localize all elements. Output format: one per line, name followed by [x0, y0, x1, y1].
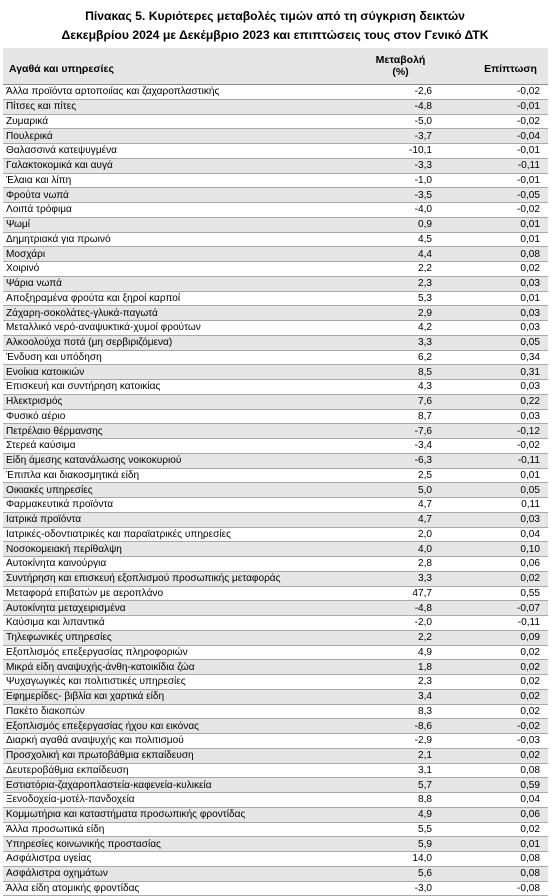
row-item-name: Φυσικό αέριο	[3, 409, 340, 424]
table-row	[3, 866, 548, 881]
row-item-name: Γαλακτοκομικά και αυγά	[3, 158, 340, 173]
header-item: Αγαθά και υπηρεσίες	[3, 48, 340, 85]
row-change-value: 4,9	[340, 645, 443, 660]
row-item-name: Ψυχαγωγικές και πολιτιστικές υπηρεσίες	[3, 675, 340, 690]
row-change-value: 0,9	[340, 217, 443, 232]
row-weight-value: 0,03	[443, 512, 548, 527]
table-row	[3, 85, 548, 100]
table-row	[3, 763, 548, 778]
row-weight-value: -0,02	[443, 85, 548, 100]
table-row	[3, 439, 548, 454]
row-weight-value: -0,02	[443, 203, 548, 218]
table-row	[3, 173, 548, 188]
row-change-value: 8,5	[340, 365, 443, 380]
row-weight-value: -0,01	[443, 173, 548, 188]
row-weight-value: 0,55	[443, 586, 548, 601]
row-item-name: Αλκοολούχα ποτά (μη σερβιριζόμενα)	[3, 335, 340, 350]
header-change-line-2: (%)	[392, 66, 409, 78]
row-weight-value: 0,03	[443, 306, 548, 321]
table-row	[3, 837, 548, 852]
row-change-value: 4,2	[340, 321, 443, 336]
row-item-name: Διαρκή αγαθά αναψυχής και πολιτισμού	[3, 734, 340, 749]
header-change	[340, 48, 443, 85]
row-change-value: 5,6	[340, 866, 443, 881]
table-row	[3, 527, 548, 542]
table-row	[3, 734, 548, 749]
row-item-name: Νοσοκομειακή περίθαλψη	[3, 542, 340, 557]
row-item-name: Ηλεκτρισμός	[3, 394, 340, 409]
row-change-value: -3,4	[340, 439, 443, 454]
table-row	[3, 99, 548, 114]
row-item-name: Χοιρινό	[3, 262, 340, 277]
row-item-name: Ζυμαρικά	[3, 114, 340, 129]
row-item-name: Ενοίκια κατοικιών	[3, 365, 340, 380]
title-line-2: Δεκεμβρίου 2024 με Δεκέμβριο 2023 και επιπτώσεις τους στον Γενικό ΔΤΚ	[61, 28, 489, 42]
row-weight-value: 0,03	[443, 276, 548, 291]
row-change-value: 8,8	[340, 793, 443, 808]
row-item-name: Πίτσες και πίτες	[3, 99, 340, 114]
row-item-name: Πετρέλαιο θέρμανσης	[3, 424, 340, 439]
row-weight-value: 0,10	[443, 542, 548, 557]
table-row	[3, 203, 548, 218]
table-row	[3, 424, 548, 439]
row-item-name: Στερεά καύσιμα	[3, 439, 340, 454]
header-weight: Επίπτωση	[443, 48, 548, 85]
row-weight-value: 0,04	[443, 527, 548, 542]
row-item-name: Καύσιμα και λιπαντικά	[3, 616, 340, 631]
row-weight-value: -0,07	[443, 601, 548, 616]
row-change-value: 8,7	[340, 409, 443, 424]
row-weight-value: -0,04	[443, 129, 548, 144]
table-row	[3, 719, 548, 734]
row-change-value: -7,6	[340, 424, 443, 439]
table-row	[3, 748, 548, 763]
row-item-name: Άλλα είδη ατομικής φροντίδας	[3, 881, 340, 896]
row-weight-value: 0,34	[443, 350, 548, 365]
row-change-value: 3,3	[340, 335, 443, 350]
row-change-value: 4,3	[340, 380, 443, 395]
row-change-value: 4,7	[340, 498, 443, 513]
row-item-name: Επισκευή και συντήρηση κατοικίας	[3, 380, 340, 395]
row-item-name: Ψάρια νωπά	[3, 276, 340, 291]
row-item-name: Εξοπλισμός επεξεργασίας πληροφοριών	[3, 645, 340, 660]
row-weight-value: -0,01	[443, 144, 548, 159]
table-row	[3, 453, 548, 468]
header-change-line-1: Μεταβολή	[375, 54, 426, 66]
row-change-value: 2,3	[340, 675, 443, 690]
row-change-value: -1,0	[340, 173, 443, 188]
row-weight-value: 0,05	[443, 483, 548, 498]
row-change-value: 4,7	[340, 512, 443, 527]
row-weight-value: 0,59	[443, 778, 548, 793]
row-weight-value: -0,02	[443, 719, 548, 734]
title-line-1: Πίνακας 5. Κυριότερες μεταβολές τιμών από τη σύγκριση δεικτών	[85, 9, 465, 23]
row-weight-value: -0,03	[443, 734, 548, 749]
row-change-value: 2,9	[340, 306, 443, 321]
row-weight-value: 0,02	[443, 689, 548, 704]
row-change-value: 4,5	[340, 232, 443, 247]
table-row	[3, 483, 548, 498]
row-item-name: Μικρά είδη αναψυχής-άνθη-κατοικίδια ζώα	[3, 660, 340, 675]
table-row	[3, 616, 548, 631]
row-change-value: 5,9	[340, 837, 443, 852]
row-weight-value: 0,02	[443, 262, 548, 277]
row-change-value: -3,5	[340, 188, 443, 203]
table-row	[3, 689, 548, 704]
table-row	[3, 601, 548, 616]
row-weight-value: 0,03	[443, 321, 548, 336]
row-item-name: Μεταλλικό νερό-αναψυκτικά-χυμοί φρούτων	[3, 321, 340, 336]
row-weight-value: 0,02	[443, 660, 548, 675]
row-item-name: Ασφάλιστρα οχημάτων	[3, 866, 340, 881]
row-item-name: Αυτοκίνητα μεταχειρισμένα	[3, 601, 340, 616]
row-weight-value: 0,05	[443, 335, 548, 350]
row-weight-value: -0,02	[443, 439, 548, 454]
row-weight-value: 0,02	[443, 675, 548, 690]
row-item-name: Ζάχαρη-σοκολάτες-γλυκά-παγωτά	[3, 306, 340, 321]
row-change-value: -2,6	[340, 85, 443, 100]
row-item-name: Υπηρεσίες κοινωνικής προστασίας	[3, 837, 340, 852]
row-item-name: Ιατρικές-οδοντιατρικές και παραϊατρικές υπηρεσίες	[3, 527, 340, 542]
row-weight-value: 0,03	[443, 380, 548, 395]
row-change-value: -3,3	[340, 158, 443, 173]
table-row	[3, 380, 548, 395]
row-weight-value: 0,04	[443, 793, 548, 808]
row-weight-value: -0,11	[443, 453, 548, 468]
row-change-value: 2,2	[340, 630, 443, 645]
row-change-value: 5,3	[340, 291, 443, 306]
row-weight-value: 0,01	[443, 291, 548, 306]
row-item-name: Μεταφορά επιβατών με αεροπλάνο	[3, 586, 340, 601]
row-change-value: 3,3	[340, 571, 443, 586]
row-change-value: 2,0	[340, 527, 443, 542]
row-change-value: 3,4	[340, 689, 443, 704]
table-row	[3, 394, 548, 409]
row-weight-value: -0,11	[443, 616, 548, 631]
row-item-name: Εφημερίδες- βιβλία και χαρτικά είδη	[3, 689, 340, 704]
table-title	[0, 0, 550, 47]
table-row	[3, 704, 548, 719]
row-weight-value: 0,02	[443, 571, 548, 586]
table-row	[3, 822, 548, 837]
row-weight-value: 0,22	[443, 394, 548, 409]
row-weight-value: -0,05	[443, 188, 548, 203]
row-item-name: Προσχολική και πρωτοβάθμια εκπαίδευση	[3, 748, 340, 763]
row-change-value: 8,3	[340, 704, 443, 719]
row-item-name: Κομμωτήρια και καταστήματα προσωπικής φροντίδας	[3, 807, 340, 822]
row-change-value: 1,8	[340, 660, 443, 675]
row-change-value: -10,1	[340, 144, 443, 159]
row-item-name: Φαρμακευτικά προϊόντα	[3, 498, 340, 513]
row-change-value: -5,0	[340, 114, 443, 129]
row-weight-value: 0,08	[443, 247, 548, 262]
row-weight-value: 0,08	[443, 763, 548, 778]
row-change-value: 2,1	[340, 748, 443, 763]
row-weight-value: 0,06	[443, 807, 548, 822]
row-weight-value: 0,02	[443, 822, 548, 837]
row-item-name: Θαλασσινά κατεψυγμένα	[3, 144, 340, 159]
table-row	[3, 276, 548, 291]
row-item-name: Ψωμί	[3, 217, 340, 232]
table-row	[3, 321, 548, 336]
row-weight-value: 0,03	[443, 409, 548, 424]
row-weight-value: 0,11	[443, 498, 548, 513]
row-weight-value: 0,06	[443, 557, 548, 572]
table-row	[3, 586, 548, 601]
row-weight-value: -0,12	[443, 424, 548, 439]
table-row	[3, 262, 548, 277]
row-item-name: Ένδυση και υπόδηση	[3, 350, 340, 365]
row-weight-value: 0,01	[443, 837, 548, 852]
table-row	[3, 350, 548, 365]
table-row	[3, 881, 548, 896]
row-change-value: -8,6	[340, 719, 443, 734]
row-weight-value: -0,08	[443, 881, 548, 896]
table-row	[3, 630, 548, 645]
row-item-name: Δευτεροβάθμια εκπαίδευση	[3, 763, 340, 778]
table-row	[3, 365, 548, 380]
table-row	[3, 675, 548, 690]
table-body	[3, 85, 548, 896]
table-row	[3, 793, 548, 808]
row-change-value: 6,2	[340, 350, 443, 365]
table-row	[3, 660, 548, 675]
table-row	[3, 306, 548, 321]
row-item-name: Πακέτο διακοπών	[3, 704, 340, 719]
row-item-name: Άλλα προϊόντα αρτοποιίας και ζαχαροπλαστικής	[3, 85, 340, 100]
row-weight-value: 0,02	[443, 645, 548, 660]
row-change-value: 4,4	[340, 247, 443, 262]
row-change-value: 7,6	[340, 394, 443, 409]
row-change-value: -2,9	[340, 734, 443, 749]
row-weight-value: 0,02	[443, 704, 548, 719]
table-row	[3, 188, 548, 203]
row-weight-value: 0,01	[443, 468, 548, 483]
row-item-name: Έπιπλα και διακοσμητικά είδη	[3, 468, 340, 483]
row-item-name: Οικιακές υπηρεσίες	[3, 483, 340, 498]
table-row	[3, 645, 548, 660]
row-item-name: Έλαια και λίπη	[3, 173, 340, 188]
table-row	[3, 498, 548, 513]
row-change-value: -4,8	[340, 99, 443, 114]
row-weight-value: 0,02	[443, 748, 548, 763]
row-weight-value: 0,09	[443, 630, 548, 645]
row-item-name: Τηλεφωνικές υπηρεσίες	[3, 630, 340, 645]
row-item-name: Συντήρηση και επισκευή εξοπλισμού προσωπικής μεταφοράς	[3, 571, 340, 586]
row-weight-value: 0,08	[443, 852, 548, 867]
row-item-name: Φρούτα νωπά	[3, 188, 340, 203]
table-row	[3, 129, 548, 144]
table-row	[3, 144, 548, 159]
row-item-name: Πουλερικά	[3, 129, 340, 144]
row-weight-value: -0,11	[443, 158, 548, 173]
row-item-name: Αυτοκίνητα καινούργια	[3, 557, 340, 572]
row-change-value: 4,0	[340, 542, 443, 557]
row-change-value: 2,3	[340, 276, 443, 291]
table-row	[3, 291, 548, 306]
row-weight-value: 0,31	[443, 365, 548, 380]
table-row	[3, 217, 548, 232]
table-row	[3, 232, 548, 247]
table-row	[3, 852, 548, 867]
row-change-value: 2,2	[340, 262, 443, 277]
row-weight-value: 0,01	[443, 217, 548, 232]
table-row	[3, 158, 548, 173]
table-row	[3, 807, 548, 822]
row-change-value: 14,0	[340, 852, 443, 867]
row-change-value: 2,8	[340, 557, 443, 572]
row-item-name: Αποξηραμένα φρούτα και ξηροί καρποί	[3, 291, 340, 306]
row-change-value: 4,9	[340, 807, 443, 822]
table-row	[3, 778, 548, 793]
row-item-name: Μοσχάρι	[3, 247, 340, 262]
row-change-value: 5,5	[340, 822, 443, 837]
row-item-name: Ασφάλιστρα υγείας	[3, 852, 340, 867]
price-changes-table	[3, 48, 548, 896]
row-change-value: -4,8	[340, 601, 443, 616]
row-change-value: 2,5	[340, 468, 443, 483]
table-row	[3, 468, 548, 483]
row-weight-value: 0,08	[443, 866, 548, 881]
row-change-value: -6,3	[340, 453, 443, 468]
row-item-name: Είδη άμεσης κατανάλωσης νοικοκυριού	[3, 453, 340, 468]
row-change-value: 5,0	[340, 483, 443, 498]
row-item-name: Εστιατόρια-ζαχαροπλαστεία-καφενεία-κυλικεία	[3, 778, 340, 793]
row-weight-value: -0,01	[443, 99, 548, 114]
row-change-value: -3,7	[340, 129, 443, 144]
row-item-name: Δημητριακά για πρωινό	[3, 232, 340, 247]
row-weight-value: -0,02	[443, 114, 548, 129]
row-change-value: -3,0	[340, 881, 443, 896]
row-change-value: 3,1	[340, 763, 443, 778]
row-item-name: Εξοπλισμός επεξεργασίας ήχου και εικόνας	[3, 719, 340, 734]
row-item-name: Ξενοδοχεία-μοτέλ-πανδοχεία	[3, 793, 340, 808]
row-change-value: 47,7	[340, 586, 443, 601]
table-header	[3, 48, 548, 85]
table-row	[3, 557, 548, 572]
table-row	[3, 409, 548, 424]
table-row	[3, 571, 548, 586]
row-item-name: Άλλα προσωπικά είδη	[3, 822, 340, 837]
row-change-value: -4,0	[340, 203, 443, 218]
row-item-name: Ιατρικά προϊόντα	[3, 512, 340, 527]
table-row	[3, 542, 548, 557]
table-row	[3, 247, 548, 262]
table-row	[3, 114, 548, 129]
row-change-value: 5,7	[340, 778, 443, 793]
row-item-name: Λοιπά τρόφιμα	[3, 203, 340, 218]
table-row	[3, 512, 548, 527]
row-change-value: -2,0	[340, 616, 443, 631]
row-weight-value: 0,01	[443, 232, 548, 247]
table-row	[3, 335, 548, 350]
